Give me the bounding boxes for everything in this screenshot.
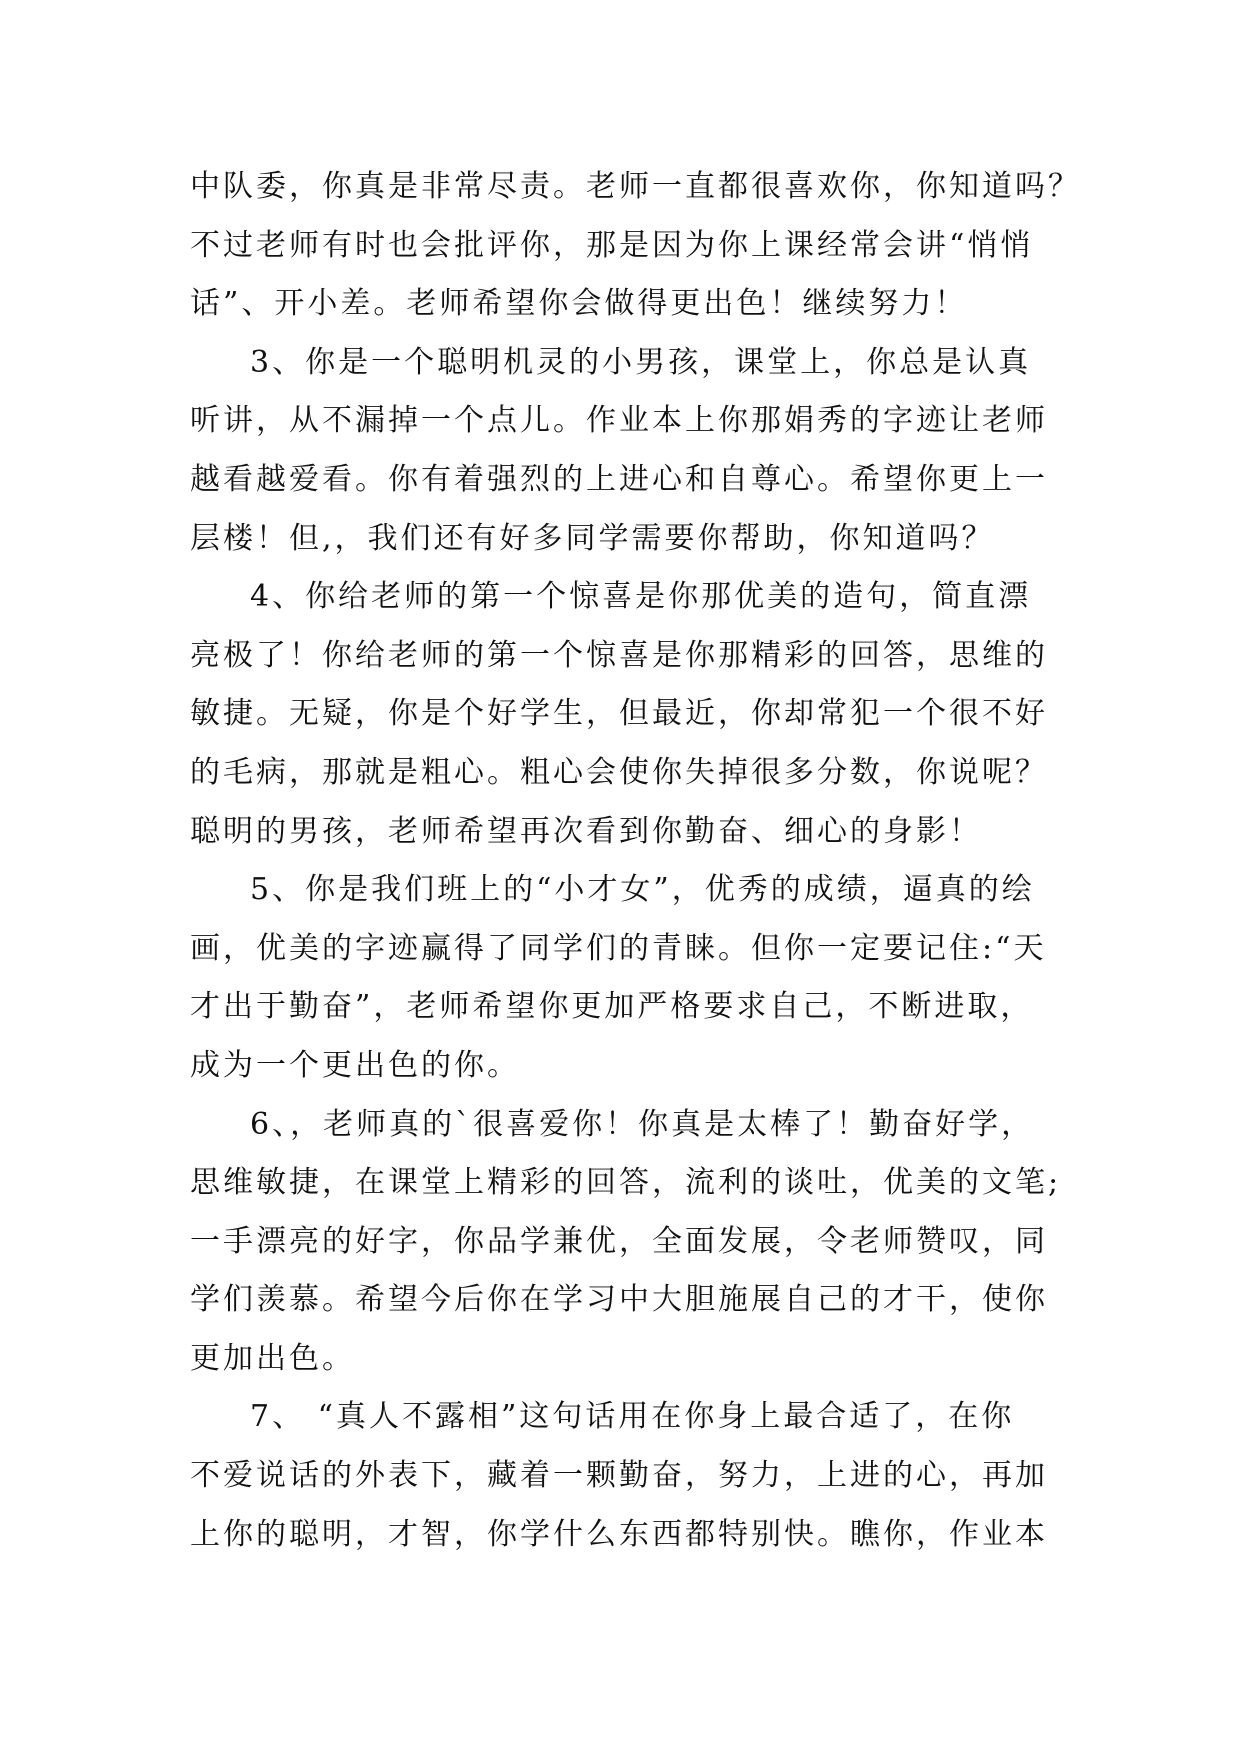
text-line: 4、你给老师的第一个惊喜是你那优美的造句，简直漂 — [250, 579, 1032, 615]
document-body — [190, 158, 1081, 1564]
text-line: 学们羡慕。希望今后你在学习中大胆施展自己的才干，使你 — [190, 1282, 1048, 1318]
text-line: 成为一个更出色的你。 — [190, 1047, 520, 1083]
text-line: 6、，老师真的`很喜爱你！你真是太棒了！勤奋好学， — [250, 1106, 1035, 1142]
text-line: 不爱说话的外表下，藏着一颗勤奋，努力，上进的心，再加 — [190, 1458, 1048, 1494]
text-line: 层楼！但,，我们还有好多同学需要你帮助，你知道吗？ — [190, 520, 995, 556]
text-line: 更加出色。 — [190, 1340, 355, 1376]
text-line: 中队委，你真是非常尽责。老师一直都很喜欢你，你知道吗？ — [190, 169, 1081, 204]
text-line: 7、 “真人不露相”这句话用在你身上最合适了，在你 — [250, 1399, 1015, 1435]
text-line: 越看越爱看。你有着强烈的上进心和自尊心。希望你更上一 — [190, 461, 1048, 497]
text-line: 听讲，从不漏掉一个点儿。作业本上你那娟秀的字迹让老师 — [190, 403, 1048, 439]
text-line: 不过老师有时也会批评你，那是因为你上课经常会讲“悄悄 — [190, 227, 1034, 263]
text-line: 的毛病，那就是粗心。粗心会使你失掉很多分数，你说呢？ — [190, 754, 1048, 790]
text-line: 聪明的男孩，老师希望再次看到你勤奋、细心的身影！ — [190, 813, 982, 849]
text-line: 上你的聪明，才智，你学什么东西都特别快。瞧你，作业本 — [190, 1516, 1048, 1552]
text-line: 3、你是一个聪明机灵的小男孩，课堂上，你总是认真 — [250, 344, 1032, 380]
text-line: 话”、开小差。老师希望你会做得更出色！继续努力！ — [190, 286, 968, 322]
text-line: 亮极了！你给老师的第一个惊喜是你那精彩的回答，思维的 — [190, 637, 1048, 673]
text-line: 才出于勤奋”，老师希望你更加严格要求自己，不断进取， — [190, 989, 1034, 1025]
text-line: 敏捷。无疑，你是个好学生，但最近，你却常犯一个很不好 — [190, 696, 1048, 732]
text-line: 画，优美的字迹赢得了同学们的青睐。但你一定要记住:“天 — [190, 930, 1047, 966]
text-line: 思维敏捷，在课堂上精彩的回答，流利的谈吐，优美的文笔; — [190, 1165, 1062, 1201]
text-line: 一手漂亮的好字，你品学兼优，全面发展，令老师赞叹，同 — [190, 1223, 1048, 1259]
text-line: 5、你是我们班上的“小才女”，优秀的成绩，逼真的绘 — [250, 872, 1035, 908]
